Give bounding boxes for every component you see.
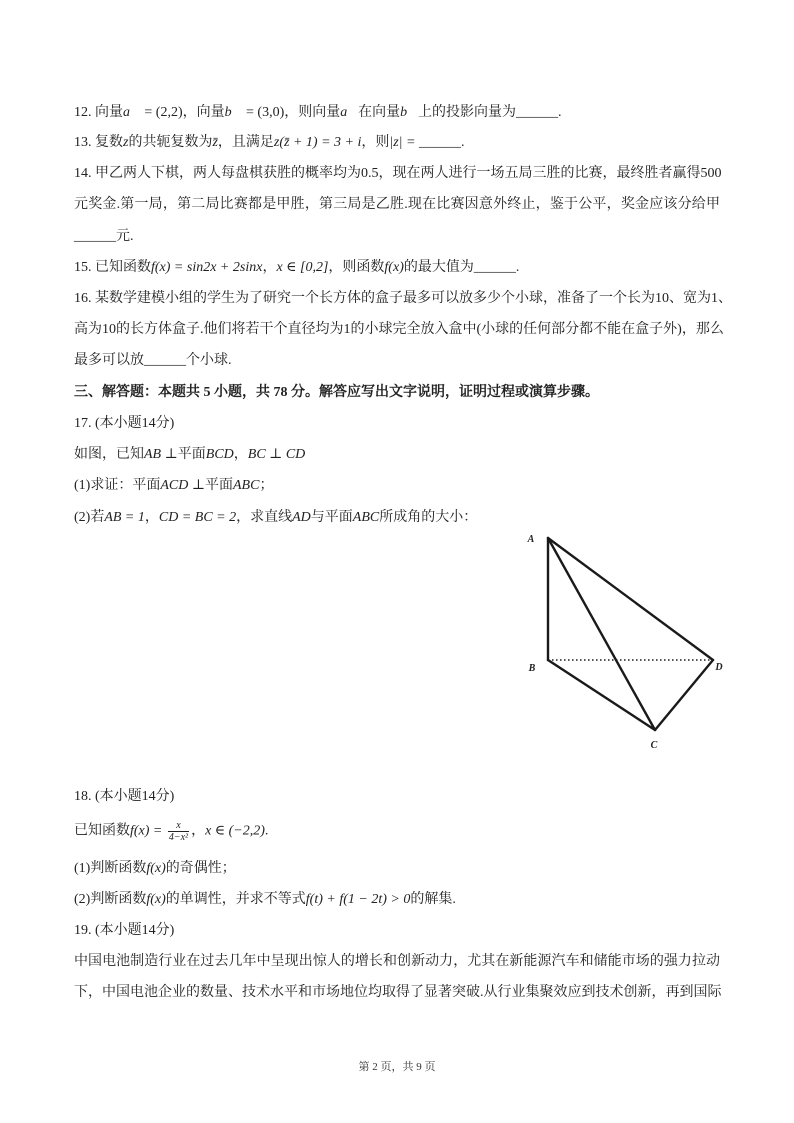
text-run: ， (144, 510, 159, 525)
question-17-header: 17. (本小题14分) (74, 416, 175, 431)
question-13 (74, 133, 464, 153)
math-expression: AD (292, 510, 311, 525)
math-expression: f(x) (384, 260, 404, 275)
math-number: 1 (343, 322, 351, 337)
text-run: ； (259, 478, 274, 493)
question-15 (74, 258, 519, 278)
math-number: 10 (655, 291, 669, 306)
question-19-line-2: 下，中国电池企业的数量、技术水平和市场地位均取得了显著突破.从行业集聚效应到技术创新，再到国际 (74, 985, 722, 1000)
question-18-stem (74, 820, 269, 843)
math-expression: b⃗ (224, 105, 243, 120)
math-expression: ABC (233, 478, 260, 493)
math-expression: f(t) + f(1 − 2t) > 0 (305, 892, 411, 907)
vertex-label-c: C (650, 740, 658, 751)
math-expression: AB ⊥ (144, 447, 178, 462)
text-run: ， (191, 823, 206, 839)
question-16-line-1 (74, 289, 732, 309)
edge-bc (548, 660, 655, 730)
text-run: ， (262, 260, 277, 275)
text-run: 上的投影向量为______. (418, 105, 562, 120)
text-run: 15. 已知函数 (74, 260, 151, 275)
text-run: 如图，已知 (74, 447, 144, 462)
edge-ac (548, 538, 655, 730)
math-expression: f(x) (146, 892, 166, 907)
question-18-part-1 (74, 859, 236, 879)
math-number: = (3,0) (242, 105, 285, 120)
text-run: ， (233, 447, 248, 462)
text-run: 16. 某数学建模小组的学生为了研究一个长方体的盒子最多可以放多少个小球，准备了一个长为 (74, 291, 655, 306)
question-14-line-2 (74, 195, 720, 215)
math-expression: z̄ (212, 135, 218, 150)
edge-ad (548, 538, 713, 660)
question-19-line-1: 中国电池制造行业在过去几年中呈现出惊人的增长和创新动力，尤其在新能源汽车和储能市场的强力拉动 (74, 954, 720, 969)
text-run: 已知函数 (74, 823, 130, 839)
math-expression: BC ⊥ CD (247, 447, 306, 462)
math-expression: f(x) = sin2x + 2sinx (151, 260, 263, 275)
text-run: 平面 (205, 478, 233, 493)
fraction-numerator: x (168, 820, 189, 832)
math-expression: CD = BC = 2 (158, 510, 237, 525)
text-run: ______. (418, 135, 465, 150)
tetrahedron-figure (520, 525, 730, 755)
vertex-label-a: A (527, 534, 535, 545)
text-run: 元奖金.第一局，第二局比赛都是甲胜，第三局是乙胜.现在比赛因意外终止，鉴于公平，奖金应该分给甲 (74, 197, 720, 212)
question-16-line-2 (74, 320, 724, 340)
text-run: (2)若 (74, 510, 105, 525)
math-expression: z (123, 135, 129, 150)
text-run: ，则 (361, 135, 390, 150)
math-expression: ABC (352, 510, 380, 525)
math-expression: a⃗ (123, 105, 141, 120)
text-run: ，求直线 (236, 510, 293, 525)
math-expression: BCD (205, 447, 234, 462)
question-18-part-2 (74, 890, 456, 910)
math-expression: x ∈ [0,2] (276, 260, 329, 275)
question-14-line-1 (74, 164, 720, 184)
text-run: 的单调性，并求不等式 (165, 892, 306, 907)
math-expression: b⃗ (400, 105, 419, 120)
math-expression: f(x) (146, 861, 166, 876)
text-run: 的小球完全放入盒中(小球的任何部分都不能在盒子外)，那么 (350, 322, 724, 337)
section-heading: 三、解答题：本题共 5 小题，共 78 分。解答应写出文字说明，证明过程或演算步骤。 (74, 385, 599, 400)
text-run: 与平面 (310, 510, 353, 525)
text-run: 高为 (74, 322, 102, 337)
math-number: = (2,2) (140, 105, 183, 120)
vertex-label-d: D (715, 662, 723, 673)
text-run: 14. 甲乙两人下棋，两人每盘棋获胜的概率均为 (74, 166, 361, 181)
text-run: 的共轭复数为 (128, 135, 213, 150)
math-expression: a⃗ (340, 105, 359, 120)
question-14-line-3 (74, 227, 134, 247)
text-run: 的奇偶性； (165, 861, 236, 876)
text-run: 的长方体盒子.他们将若干个直径均为 (116, 322, 344, 337)
text-run: ，现在两人进行一场五局三胜的比赛，最终胜者赢得 (378, 166, 701, 181)
question-17-part-1 (74, 476, 273, 496)
text-run: ，且满足 (217, 135, 274, 150)
math-number: 1 (711, 291, 718, 306)
page-indicator: 第 2 页，共 9 页 (358, 1061, 436, 1073)
math-expression: f(x) = (130, 823, 166, 839)
text-run: ______元. (74, 229, 134, 244)
question-17-part-2 (74, 508, 477, 528)
text-run: . (264, 823, 269, 839)
math-expression: z(z̄ + 1) = 3 + i (273, 135, 362, 150)
fraction-denominator: 4−x² (168, 832, 189, 843)
question-18-header: 18. (本小题14分) (74, 789, 175, 804)
fraction (168, 820, 189, 843)
math-number: 10 (102, 322, 116, 337)
text-run: 13. 复数 (74, 135, 123, 150)
text-run: 平面 (177, 447, 206, 462)
edge-cd (655, 660, 713, 730)
text-run: 的最大值为______. (403, 260, 520, 275)
text-run: ，则向量 (284, 105, 341, 120)
math-expression: x ∈ (−2,2) (205, 823, 265, 839)
question-12 (74, 103, 562, 123)
vertex-label-b: B (528, 663, 536, 674)
text-run: (1)求证：平面 (74, 478, 161, 493)
text-run: 最多可以放______个小球. (74, 353, 232, 368)
text-run: 12. 向量 (74, 105, 123, 120)
math-expression: AB = 1 (104, 510, 145, 525)
text-run: (1)判断函数 (74, 861, 147, 876)
math-number: 0.5 (361, 166, 379, 181)
text-run: 的解集. (410, 892, 456, 907)
text-run: 在向量 (358, 105, 401, 120)
question-17-stem (74, 445, 305, 465)
question-19-header: 19. (本小题14分) (74, 923, 175, 938)
text-run: 、宽为 (669, 291, 711, 306)
text-run: ，向量 (182, 105, 225, 120)
text-run: ，则函数 (328, 260, 385, 275)
math-expression: |z| = (389, 135, 419, 150)
text-run: 所成角的大小： (379, 510, 478, 525)
text-run: 、 (718, 291, 732, 306)
question-16-line-3 (74, 351, 232, 371)
math-expression: ACD ⊥ (160, 478, 205, 493)
math-number: 500 (700, 166, 722, 181)
text-run: (2)判断函数 (74, 892, 147, 907)
